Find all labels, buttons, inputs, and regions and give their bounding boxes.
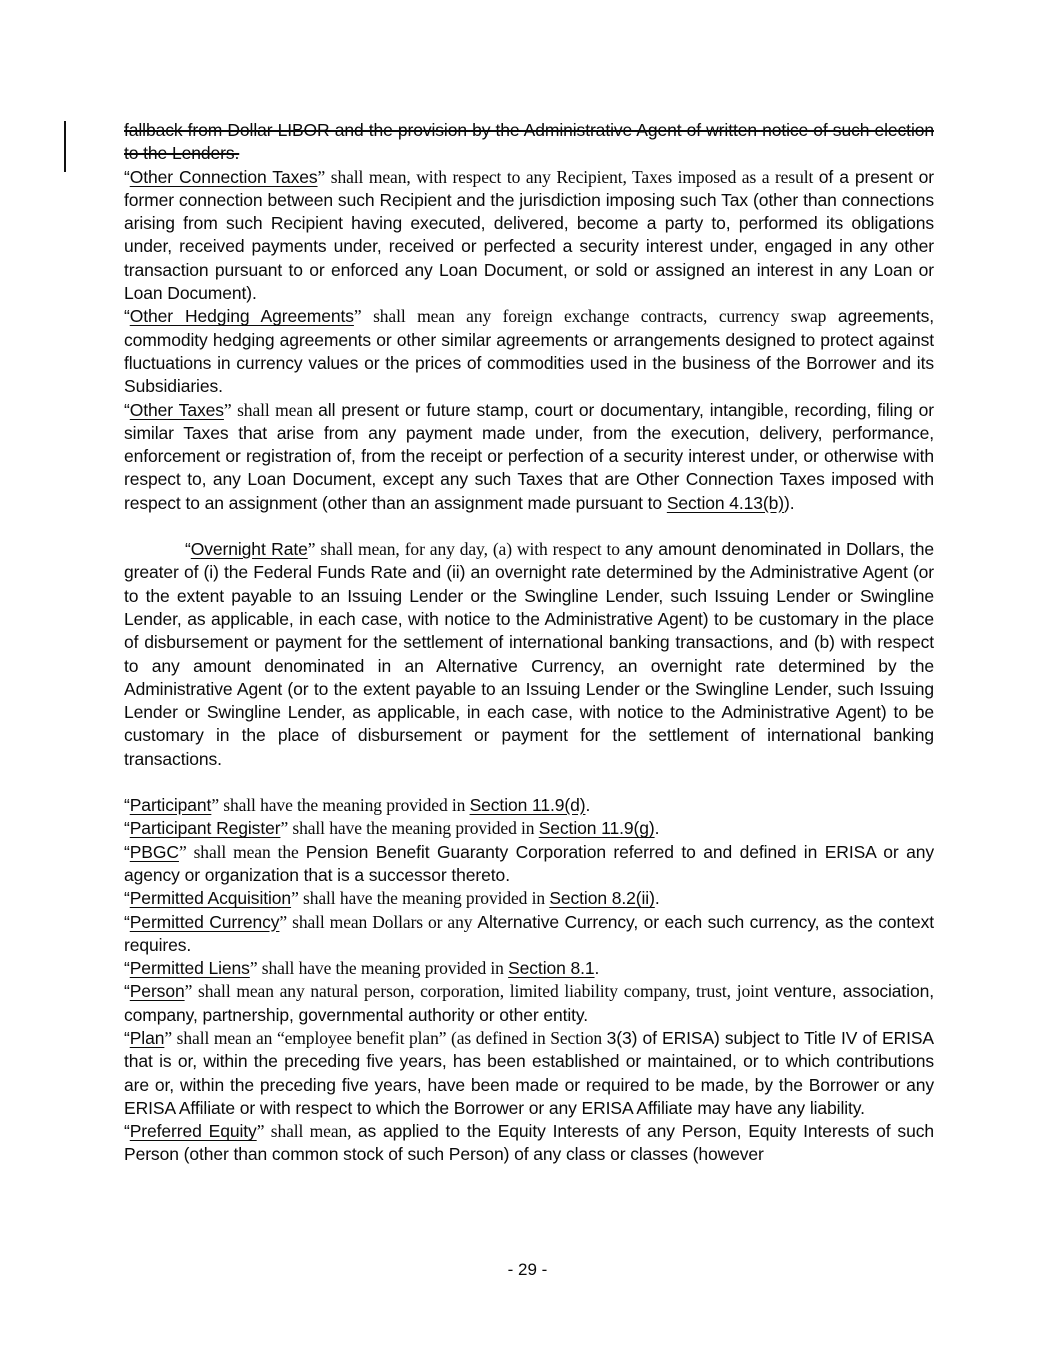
text-run: ” shall mean any natural person, corporation, limited liability company, trust, joint	[184, 981, 775, 1002]
text-run: ” shall mean the	[178, 841, 306, 862]
text-run: Pension Benefit Guaranty Corporation referred to and defined in ERISA or any agency or organization that is a successor thereto.	[124, 841, 934, 885]
section-reference: Section 11.9(g)	[538, 818, 655, 839]
text-run: Alternative Currency, or each such currency, as the context requires.	[124, 911, 934, 955]
text-run: ” shall mean,	[256, 1121, 358, 1142]
text-run: ” shall mean, for any day, (a) with respect to	[307, 539, 625, 560]
section-reference: Section 4.13(b)	[666, 492, 785, 513]
text-run: ” shall mean an “employee benefit plan” (as defined in Section	[164, 1027, 607, 1048]
text-run: .	[594, 958, 600, 979]
text-run: “	[124, 1121, 130, 1142]
section-reference: Section 8.1	[508, 958, 595, 979]
section-reference: Section 8.2(ii)	[549, 888, 655, 909]
defined-term: Other Hedging Agreements	[129, 306, 354, 327]
text-run: .	[654, 888, 660, 909]
text-run: venture, association, company, partnership, governmental authority or other entity.	[124, 981, 934, 1025]
defined-term: Permitted Currency	[129, 911, 280, 932]
text-run: “	[124, 166, 130, 187]
text-run: “	[124, 958, 130, 979]
text-run: ” shall have the meaning provided in	[249, 958, 509, 979]
text-run: “	[124, 981, 130, 1002]
paragraph-overnight-rate	[124, 538, 934, 771]
paragraph-pbgc	[124, 841, 934, 888]
defined-term: PBGC	[129, 841, 179, 862]
text-run: ” shall have the meaning provided in	[291, 888, 550, 909]
defined-term: Permitted Liens	[129, 958, 250, 979]
text-run: as applied to the Equity Interests of any Person, Equity Interests of such Person (other than common stock of such Person) of any class or classes (however	[124, 1121, 934, 1165]
text-run: ).	[784, 492, 795, 513]
defined-term: Other Connection Taxes	[129, 166, 318, 187]
text-run: .	[654, 818, 660, 839]
revision-change-bar	[64, 121, 66, 172]
paragraph-participant	[124, 794, 934, 817]
paragraph-permitted-liens	[124, 957, 934, 980]
text-run: of a present or former connection between such Recipient and the jurisdiction imposing such Tax (other than connections arising from such Recipient having executed, delivered, become a party to, performed its obligations under, received payments under, received or perfected a security interest under, engaged in any other transaction pursuant to or enforced any Loan Document, or sold or assigned an interest in any Loan or Loan Document).	[124, 166, 934, 304]
paragraph-preferred-equity	[124, 1120, 934, 1167]
paragraph-other-connection-taxes	[124, 166, 934, 306]
section-reference: Section 11.9(d)	[469, 795, 586, 816]
paragraph-permitted-currency	[124, 911, 934, 958]
text-run: ” shall mean Dollars or any	[279, 911, 478, 932]
paragraph-plan	[124, 1027, 934, 1120]
text-run: ” shall mean	[223, 399, 319, 420]
defined-term: Preferred Equity	[129, 1121, 257, 1142]
defined-term: Other Taxes	[129, 399, 224, 420]
text-run: .	[585, 795, 591, 816]
text-run: 3(3) of ERISA) subject to Title IV of ERISA that is or, within the preceding five years, has been established or maintained, or to which contributions are or, within the preceding five years, have been made or required to be made, by the Borrower or any ERISA Affiliate or with respect to which the Borrower or any ERISA Affiliate may have any liability.	[124, 1027, 934, 1118]
document-content	[124, 119, 934, 1167]
defined-term: Permitted Acquisition	[129, 888, 292, 909]
paragraph-other-hedging-agreements	[124, 305, 934, 398]
defined-term: Participant Register	[129, 818, 281, 839]
text-run: “	[124, 1027, 130, 1048]
paragraph-other-taxes	[124, 399, 934, 515]
text-run: ” shall have the meaning provided in	[211, 795, 470, 816]
defined-term: Person	[129, 981, 185, 1002]
defined-term: Plan	[129, 1027, 165, 1048]
text-run: “	[124, 306, 130, 327]
text-run: “	[185, 539, 191, 560]
paragraph-person	[124, 980, 934, 1027]
defined-term: Overnight Rate	[190, 539, 308, 560]
text-run: “	[124, 795, 130, 816]
text-run: “	[124, 911, 130, 932]
paragraph-permitted-acquisition	[124, 887, 934, 910]
paragraph-participant-register	[124, 817, 934, 840]
text-run: “	[124, 888, 130, 909]
text-run: “	[124, 399, 130, 420]
paragraph-stricken-amendment	[124, 119, 934, 166]
text-run: all present or future stamp, court or documentary, intangible, recording, filing or similar Taxes that arise from any payment made under, from the execution, delivery, performance, enforcement or registration of, from the receipt or perfection of a security interest under, or otherwise with respect to, any Loan Document, except any such Taxes that are Other Connection Taxes imposed with respect to an assignment (other than an assignment made pursuant to	[124, 399, 934, 513]
page-number: - 29 -	[507, 1260, 548, 1279]
text-run: any amount denominated in Dollars, the greater of (i) the Federal Funds Rate and (ii) an overnight rate determined by the Administrative Agent (or to the extent payable to an Issuing Lender or the Swingline Lender, such Issuing Lender or Swingline Lender, as applicable, in each case, with notice to the Administrative Agent) to be customary in the place of disbursement or payment for the settlement of international banking transactions, and (b) with respect to any amount denominated in an Alternative Currency, an overnight rate determined by the Administrative Agent (or to the extent payable to an Issuing Lender or the Swingline Lender, such Issuing Lender or Swingline Lender, as applicable, in each case, with notice to the Administrative Agent) to be customary in the place of disbursement or payment for the settlement of international banking transactions.	[124, 539, 934, 769]
text-run: ” shall mean any foreign exchange contracts, currency swap	[353, 306, 838, 327]
text-run: agreements, commodity hedging agreements or other similar agreements or arrangements designed to protect against fluctuations in currency values or the prices of commodities used in the business of the Borrower and its Subsidiaries.	[124, 306, 935, 397]
stricken-text: fallback from Dollar LIBOR and the provision by the Administrative Agent of written notice of such election to the Lenders.	[124, 120, 934, 164]
text-run: “	[124, 841, 130, 862]
defined-term: Participant	[129, 795, 212, 816]
text-run: ” shall mean, with respect to any Recipient, Taxes imposed as a result	[317, 166, 819, 187]
text-run: ” shall have the meaning provided in	[280, 818, 539, 839]
text-run: “	[124, 818, 130, 839]
